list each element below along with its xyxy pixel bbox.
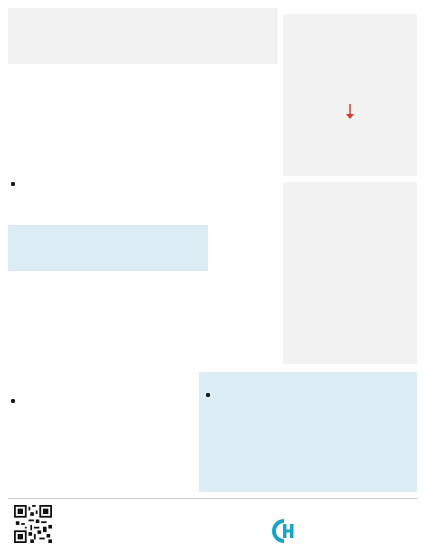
vaccine-types-box: [8, 225, 208, 271]
complications-pie-chart: [324, 252, 374, 302]
length-box: [283, 182, 417, 364]
other-vaccine-section: [8, 392, 194, 396]
contagiousness-box: [283, 14, 417, 176]
symptoms-section: [8, 108, 280, 111]
other-disease-section: [8, 176, 280, 179]
title-block: [8, 8, 278, 64]
infected-people-row: [295, 80, 405, 100]
reasons-box: [199, 372, 417, 492]
chop-logo-icon: [270, 518, 296, 544]
qr-code-icon[interactable]: [14, 505, 52, 543]
down-arrow-icon: [345, 104, 355, 120]
spread-section: [8, 68, 280, 71]
side-effects-section: [8, 280, 193, 291]
complications-section: [8, 136, 280, 139]
footer-divider: [8, 498, 418, 499]
outcome-people-row: [295, 125, 405, 145]
